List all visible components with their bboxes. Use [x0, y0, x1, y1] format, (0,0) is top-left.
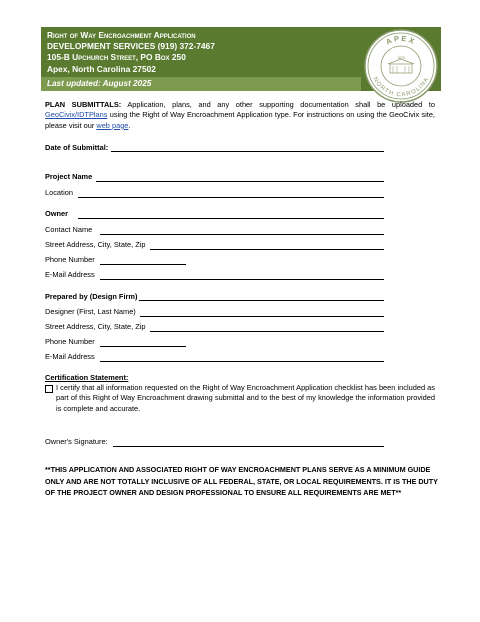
designer-label: Designer (First, Last Name) — [45, 307, 136, 316]
designer-street-field[interactable] — [150, 331, 384, 332]
plan-submittals-label: PLAN SUBMITTALS: — [45, 100, 122, 109]
designer-email-field[interactable] — [100, 361, 384, 362]
project-name-field[interactable] — [96, 181, 384, 182]
web-page-link[interactable]: web page — [96, 120, 129, 130]
prepared-by-field[interactable] — [139, 300, 384, 301]
designer-email-label: E-Mail Address — [45, 352, 95, 361]
owner-phone-label: Phone Number — [45, 255, 95, 264]
updated-bar — [41, 77, 361, 91]
owner-street-field[interactable] — [150, 249, 384, 250]
owner-field[interactable] — [78, 218, 384, 219]
designer-phone-label: Phone Number — [45, 337, 95, 346]
owner-email-label: E-Mail Address — [45, 270, 95, 279]
address-line-1: 105-B Upchurch Street, PO Box 250 — [47, 52, 186, 63]
intro-text-2: using the Right of Way Encroachment Application type. For instructions on using the GeoCivix site, please visit our — [45, 110, 435, 130]
address-line-2: Apex, North Carolina 27502 — [47, 63, 156, 74]
seal-top-text: APEX — [384, 33, 418, 47]
certification-heading: Certification Statement: — [45, 373, 129, 382]
owner-signature-label: Owner's Signature: — [45, 437, 108, 446]
disclaimer-text: **THIS APPLICATION AND ASSOCIATED RIGHT OF WAY ENCROACHMENT PLANS SERVE AS A MINIMUM GUIDE ONLY AND ARE NOT TOTALLY INCLUSIVE OF ALL FEDERAL, STATE, OR LOCAL REQUIREMENTS. IT IS THE DUTY OF THE PROJECT OWNER AND DESIGN PROFESSIONAL TO ENSURE ALL REQUIREMENTS ARE MET** — [45, 465, 438, 498]
plan-submittals-paragraph — [45, 100, 435, 131]
certification-text: I certify that all information requested on the Right of Way Encroachment Application checklist has been included as part of this Right of Way Encroachment drawing submittal and to the best of my knowledge the information provided is complete and accurate. — [56, 383, 435, 413]
last-updated: Last updated: August 2025 — [47, 79, 152, 88]
seal-year: 1873 — [397, 56, 405, 60]
location-label: Location — [45, 188, 73, 197]
project-name-label: Project Name — [45, 172, 93, 181]
department-line: DEVELOPMENT SERVICES (919) 372-7467 — [47, 41, 215, 52]
owner-label: Owner — [45, 209, 68, 218]
owner-phone-field[interactable] — [100, 264, 186, 265]
date-of-submittal-label: Date of Submittal: — [45, 143, 109, 152]
owner-street-label: Street Address, City, State, Zip — [45, 240, 146, 249]
date-of-submittal-field[interactable] — [111, 151, 384, 152]
intro-text-1: Application, plans, and any other supporting documentation shall be uploaded to — [121, 100, 435, 109]
certify-checkbox[interactable] — [45, 385, 53, 393]
contact-name-label: Contact Name — [45, 225, 93, 234]
owner-signature-field[interactable] — [113, 446, 384, 447]
location-field[interactable] — [78, 197, 384, 198]
designer-field[interactable] — [140, 316, 384, 317]
prepared-by-label: Prepared by (Design Firm) — [45, 292, 138, 301]
contact-name-field[interactable] — [100, 234, 384, 235]
geocivix-link[interactable]: GeoCivix/IDTPlans — [45, 110, 108, 120]
designer-street-label: Street Address, City, State, Zip — [45, 322, 146, 331]
designer-phone-field[interactable] — [100, 346, 186, 347]
owner-email-field[interactable] — [100, 279, 384, 280]
seal-bottom-text: NORTH CAROLINA — [371, 76, 431, 99]
intro-text-3: . — [128, 120, 131, 130]
town-seal-icon — [363, 28, 439, 104]
form-title: Right of Way Encroachment Application — [47, 30, 196, 40]
